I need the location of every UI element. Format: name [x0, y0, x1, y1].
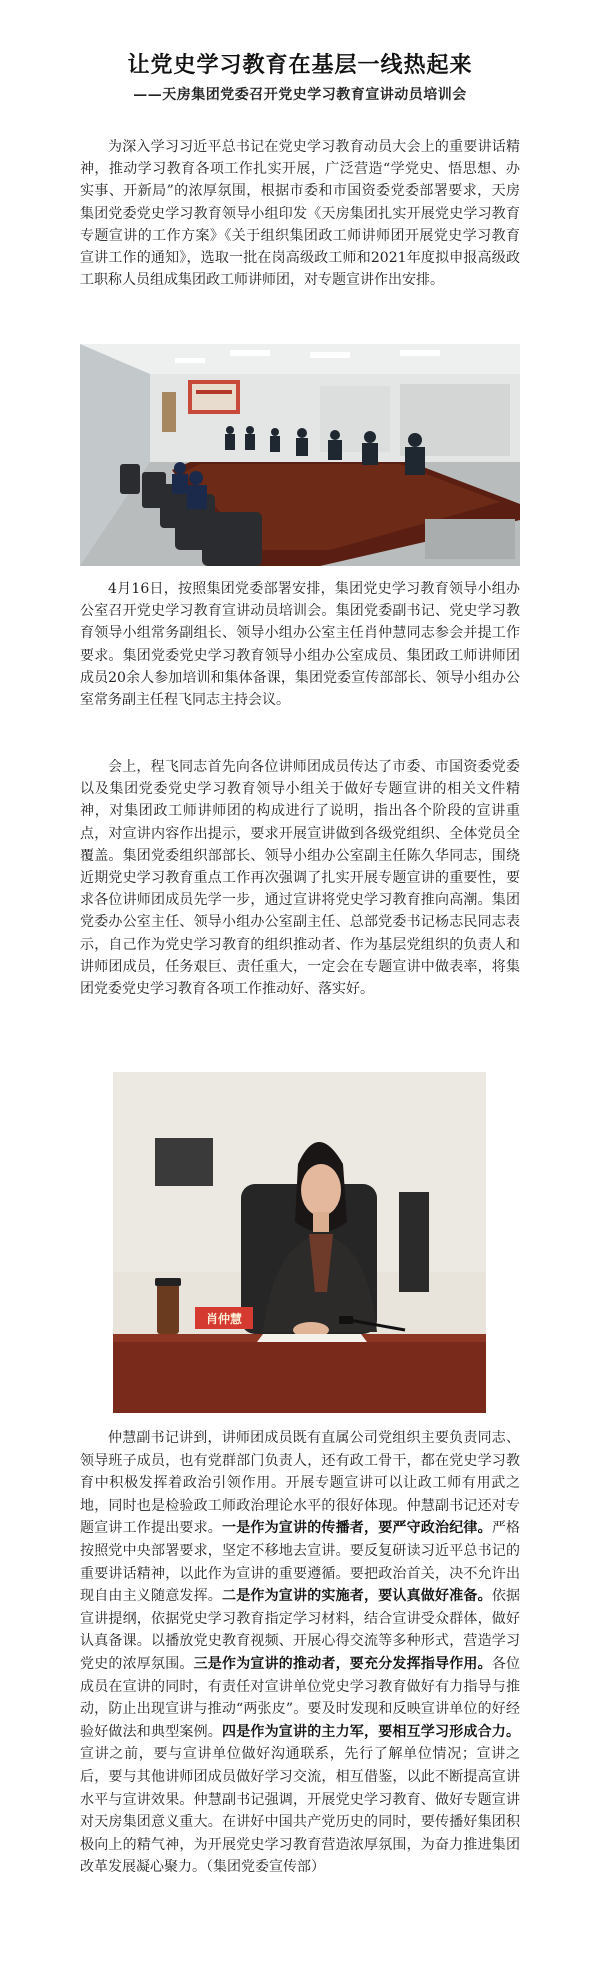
p4-text-4: 各位成员在宣讲的同时，有责任对宣讲单位党史学习教育做好有力指导与推动，防止出现宣讲与推动“两张皮”。要及时发现和反映宣讲单位的好经验好做法和典型案例。	[80, 1655, 521, 1740]
p4-text-1: 仲慧副书记讲到，讲师团成员既有直属公司党组织主要负责同志、领导班子成员，也有党群部门负责人，还有政工骨干，都在党史学习教育中积极发挥着政治引领作用。开展专题宣讲可以让政工师有用武之地，同时也是检验政工师政治理论水平的很好体现。仲慧副书记还对专题宣讲工作提出要求。	[80, 1430, 520, 1537]
paragraph-intro: 为深入学习习近平总书记在党史学习教育动员大会上的重要讲话精神，推动学习教育各项工作扎实开展，广泛营造“学党史、悟思想、办实事、开新局”的浓厚氛围，根据市委和市国资委党委部署要求，天房集团党委党史学习教育领导小组印发《天房集团扎实开展党史学习教育专题宣讲的工作方案》《关于组织集团政工师讲师团开展党史学习教育宣讲工作的通知》，选取一批在岗高级政工师和2021年度拟申报高级政工职称人员组成集团政工师讲师团，对专题宣讲作出安排。	[80, 139, 520, 289]
p4-bold-4: 四是作为宣讲的主力军，要相互学习形成合力。	[222, 1723, 520, 1740]
article-subtitle: ——天房集团党委召开党史学习教育宣讲动员培训会	[133, 87, 467, 103]
p4-bold-3: 三是作为宣讲的推动者，要充分发挥指导作用。	[193, 1655, 492, 1672]
p4-text-3: 依据宣讲提纲，依据党史学习教育指定学习材料，结合宣讲受众群体，做好认真备课。以播放党史教育视频、开展心得交流等多种形式，营造学习党史的浓厚氛围。	[80, 1588, 521, 1672]
paragraph-meeting: 4月16日，按照集团党委部署安排，集团党史学习教育领导小组办公室召开党史学习教育宣讲动员培训会。集团党委副书记、党史学习教育领导小组常务副组长、领导小组办公室主任肖仲慧同志参会并提工作要求。集团党委党史学习教育领导小组办公室成员、集团政工师讲师团成员20余人参加培训和集体备课，集团党委宣传部部长、领导小组办公室常务副主任程飞同志主持会议。	[80, 581, 520, 709]
meeting-room-photo	[80, 344, 520, 566]
p4-bold-1: 一是作为宣讲的传播者，要严守政治纪律。	[222, 1520, 492, 1537]
p4-text-2: 严格按照党中央部署要求，坚定不移地去宣讲。要反复研读习近平总书记的重要讲话精神，以此作为宣讲的重要遵循。要把政治首关，决不允许出现自由主义随意发挥。	[80, 1520, 521, 1605]
article-title: 让党史学习教育在基层一线热起来	[127, 53, 473, 78]
p4-bold-2: 二是作为宣讲的实施者，要认真做好准备。	[222, 1588, 492, 1605]
speaker-photo	[113, 1072, 486, 1413]
nameplate-label: 肖仲慧	[205, 1312, 242, 1326]
paragraph-speeches: 会上，程飞同志首先向各位讲师团成员传达了市委、市国资委党委以及集团党委党史学习教育领导小组关于做好专题宣讲的相关文件精神，对集团政工师讲师团的构成进行了说明，指出各个阶段的宣讲重点，对宣讲内容作出提示，要求开展宣讲做到各级党组织、全体党员全覆盖。集团党委组织部部长、领导小组办公室副主任陈久华同志，围绕近期党史学习教育重点工作再次强调了扎实开展专题宣讲的重要性，要求各位讲师团成员先学一步，通过宣讲将党史学习教育推向高潮。集团党委办公室主任、领导小组办公室副主任、总部党委书记杨志民同志表示，自己作为党史学习教育的组织推动者、作为基层党组织的负责人和讲师团成员，任务艰巨、责任重大，一定会在专题宣讲中做表率，将集团党委党史学习教育各项工作推动好、落实好。	[80, 759, 520, 998]
paragraph-requirements	[80, 1427, 520, 1879]
p4-text-5: 宣讲之前，要与宣讲单位做好沟通联系，先行了解单位情况；宣讲之后，要与其他讲师团成员做好学习交流，相互借鉴，以此不断提高宣讲水平与宣讲效果。仲慧副书记强调，开展党史学习教育、做好专题宣讲对天房集团意义重大。在讲好中国共产党历史的同时，要传播好集团积极向上的精气神，为开展党史学习教育营造浓厚氛围，为奋力推进集团改革发展凝心聚力。（集团党委宣传部）	[80, 1746, 520, 1876]
